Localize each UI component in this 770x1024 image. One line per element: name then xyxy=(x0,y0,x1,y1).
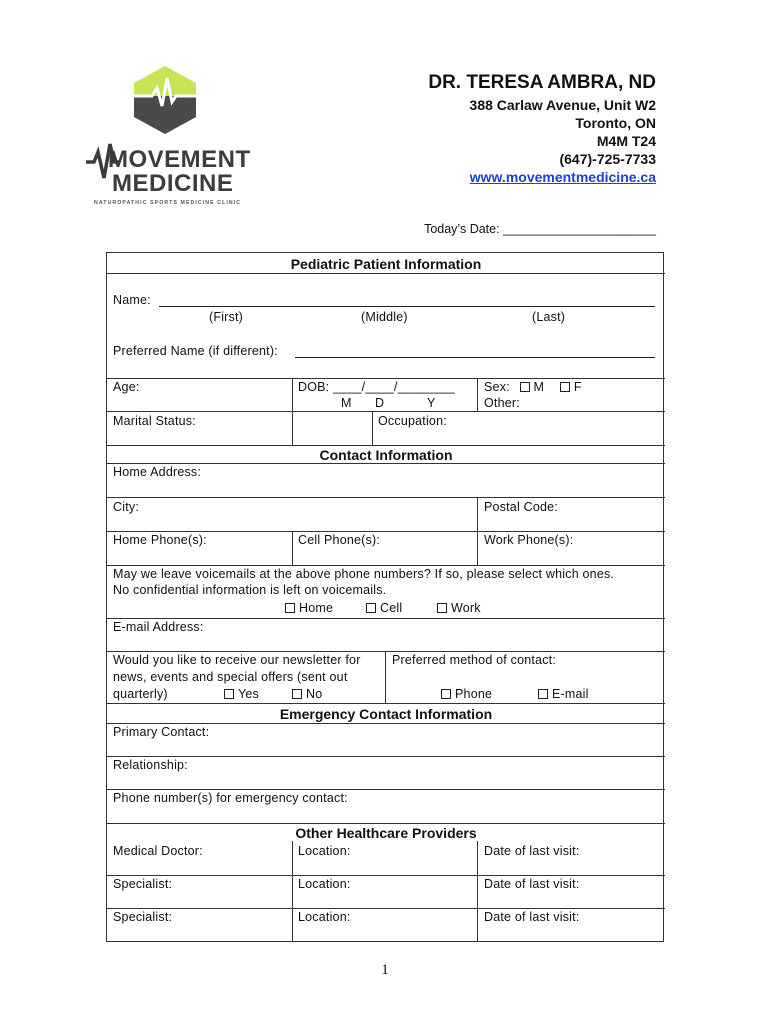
divider xyxy=(372,411,373,445)
provider-row-2-location: Location: xyxy=(298,877,351,891)
preferred-name-input-line[interactable] xyxy=(295,357,655,358)
preferred-phone-option xyxy=(441,687,492,701)
provider-row-3-location: Location: xyxy=(298,910,351,924)
clinic-website-link[interactable]: www.movementmedicine.ca xyxy=(469,169,656,185)
city-label: City: xyxy=(113,500,139,514)
clinic-postal-code: M4M T24 xyxy=(596,133,656,149)
age-label: Age: xyxy=(113,380,140,394)
divider xyxy=(107,565,665,566)
divider xyxy=(107,445,665,446)
voicemail-home-checkbox[interactable] xyxy=(285,603,295,613)
preferred-email-label: E-mail xyxy=(552,687,589,701)
voicemail-home-option xyxy=(285,601,333,615)
divider xyxy=(107,411,665,412)
divider xyxy=(477,841,478,942)
dob-year-caption: Y xyxy=(427,396,436,410)
postal-code-label: Postal Code: xyxy=(484,500,558,514)
patient-intake-form xyxy=(106,252,664,942)
occupation-label: Occupation: xyxy=(378,414,447,428)
doctor-name: DR. TERESA AMBRA, ND xyxy=(428,72,656,93)
divider xyxy=(107,531,665,532)
voicemail-work-option xyxy=(437,601,481,615)
section-heading-patient: Pediatric Patient Information xyxy=(290,256,482,272)
relationship-label: Relationship: xyxy=(113,758,188,772)
marital-status-label: Marital Status: xyxy=(113,414,196,428)
divider xyxy=(107,273,665,274)
clinic-phone: (647)-725-7733 xyxy=(559,151,656,167)
voicemail-work-checkbox[interactable] xyxy=(437,603,447,613)
preferred-name-label: Preferred Name (if different): xyxy=(113,344,278,358)
voicemail-work-label: Work xyxy=(451,601,481,615)
provider-row-3-last-visit: Date of last visit: xyxy=(484,910,580,924)
clinic-address-line2: Toronto, ON xyxy=(575,115,656,131)
todays-date-field[interactable]: Today’s Date: ______________________ xyxy=(424,222,656,236)
logo-word-medicine: MEDICINE xyxy=(112,170,234,197)
section-heading-contact: Contact Information xyxy=(319,447,453,463)
divider xyxy=(107,756,665,757)
newsletter-yes-label: Yes xyxy=(238,687,259,701)
middle-name-caption: (Middle) xyxy=(361,310,408,324)
divider xyxy=(107,723,665,724)
section-heading-healthcare: Other Healthcare Providers xyxy=(295,825,477,841)
divider xyxy=(107,497,665,498)
voicemail-cell-checkbox[interactable] xyxy=(366,603,376,613)
clinic-logo xyxy=(86,66,256,212)
work-phone-label: Work Phone(s): xyxy=(484,533,574,547)
divider xyxy=(107,703,665,704)
newsletter-no-option xyxy=(292,687,322,701)
newsletter-yes-checkbox[interactable] xyxy=(224,689,234,699)
voicemail-question: May we leave voicemails at the above phone numbers? If so, please select which ones. xyxy=(113,567,615,581)
divider xyxy=(477,531,478,565)
section-heading-emergency: Emergency Contact Information xyxy=(279,706,493,722)
preferred-email-option xyxy=(538,687,589,701)
divider xyxy=(477,378,478,411)
hexagon-pulse-icon xyxy=(134,66,196,134)
divider xyxy=(477,497,478,531)
dob-day-caption: D xyxy=(375,396,385,410)
newsletter-question-line1: Would you like to receive our newsletter for xyxy=(113,653,361,667)
provider-row-3-role: Specialist: xyxy=(113,910,173,924)
name-input-line[interactable] xyxy=(159,306,655,307)
newsletter-yes-option xyxy=(224,687,259,701)
first-name-caption: (First) xyxy=(209,310,244,324)
cell-phone-label: Cell Phone(s): xyxy=(298,533,380,547)
provider-row-2-last-visit: Date of last visit: xyxy=(484,877,580,891)
logo-tagline: NATUROPATHIC SPORTS MEDICINE CLINIC xyxy=(94,200,242,206)
divider xyxy=(385,651,386,703)
preferred-email-checkbox[interactable] xyxy=(538,689,548,699)
primary-contact-label: Primary Contact: xyxy=(113,725,210,739)
voicemail-cell-label: Cell xyxy=(380,601,403,615)
clinic-info xyxy=(428,72,656,186)
dob-month-caption: M xyxy=(341,396,352,410)
sex-f-label: F xyxy=(573,380,582,394)
voicemail-note: No confidential information is left on voicemails. xyxy=(113,583,387,597)
page-number: 1 xyxy=(381,962,389,978)
clinic-address-line1: 388 Carlaw Avenue, Unit W2 xyxy=(469,97,656,113)
divider xyxy=(107,618,665,619)
home-phone-label: Home Phone(s): xyxy=(113,533,207,547)
divider xyxy=(107,378,665,379)
preferred-phone-checkbox[interactable] xyxy=(441,689,451,699)
dob-label[interactable]: DOB: ____/____/________ xyxy=(298,380,455,394)
divider xyxy=(292,841,293,942)
sex-f-checkbox[interactable] xyxy=(560,382,570,392)
sex-field xyxy=(484,380,582,394)
newsletter-question-line3: quarterly) xyxy=(113,687,168,701)
newsletter-question-line2: news, events and special offers (sent out xyxy=(113,670,348,684)
home-address-label: Home Address: xyxy=(113,465,202,479)
newsletter-no-label: No xyxy=(306,687,323,701)
divider xyxy=(107,875,665,876)
divider xyxy=(107,651,665,652)
sex-other-label: Other: xyxy=(484,396,520,410)
divider xyxy=(292,531,293,565)
divider xyxy=(107,789,665,790)
email-label: E-mail Address: xyxy=(113,620,204,634)
preferred-contact-label: Preferred method of contact: xyxy=(392,653,557,667)
divider xyxy=(107,463,665,464)
provider-row-2-role: Specialist: xyxy=(113,877,173,891)
divider xyxy=(107,908,665,909)
provider-row-1-location: Location: xyxy=(298,844,351,858)
provider-row-1-last-visit: Date of last visit: xyxy=(484,844,580,858)
emergency-phone-label: Phone number(s) for emergency contact: xyxy=(113,791,348,805)
newsletter-no-checkbox[interactable] xyxy=(292,689,302,699)
last-name-caption: (Last) xyxy=(532,310,566,324)
name-label: Name: xyxy=(113,293,151,307)
voicemail-cell-option xyxy=(366,601,402,615)
preferred-phone-label: Phone xyxy=(455,687,493,701)
logo-word-movement: MOVEMENT xyxy=(108,146,251,173)
voicemail-home-label: Home xyxy=(299,601,334,615)
sex-m-label: M xyxy=(533,380,545,394)
provider-row-1-role: Medical Doctor: xyxy=(113,844,203,858)
sex-m-checkbox[interactable] xyxy=(520,382,530,392)
sex-label: Sex: xyxy=(484,380,510,394)
divider xyxy=(107,823,665,824)
